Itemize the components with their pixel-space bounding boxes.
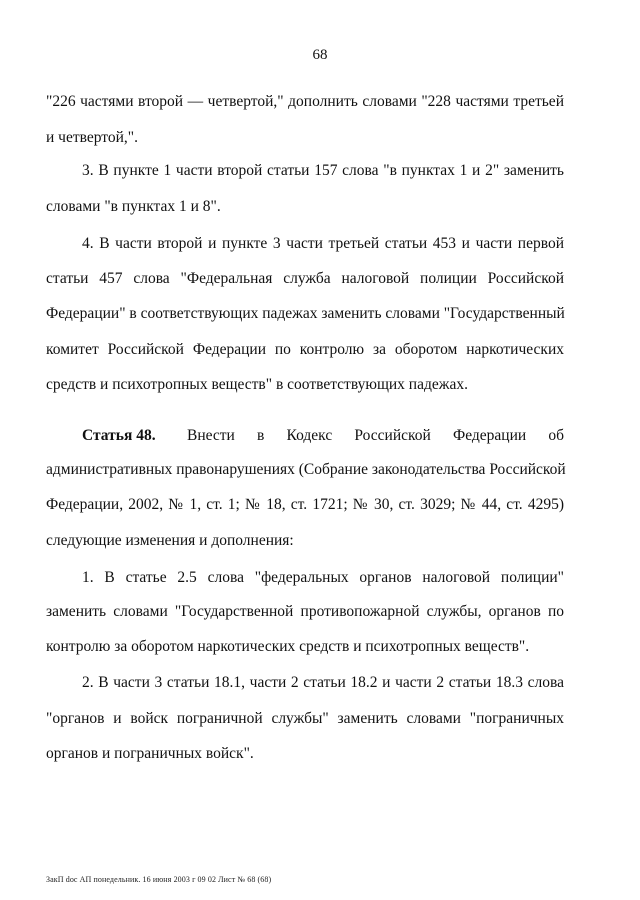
text-line: статьи 457 слова "Федеральная служба налоговой полиции Российской [46,270,564,287]
text-line: 4. В части второй и пункте 3 части третьей статьи 453 и части первой [82,235,564,252]
text-line: 2. В части 3 статьи 18.1, части 2 статьи 18.2 и части 2 статьи 18.3 слова [82,674,564,691]
text-line: Федерации, 2002, № 1, ст. 1; № 18, ст. 1721; № 30, ст. 3029; № 44, ст. 4295) [46,496,564,513]
text-line: органов и пограничных войск". [46,745,254,762]
text-line: "органов и войск пограничной службы" заменить словами "пограничных [46,710,564,727]
text-line: средств и психотропных веществ" в соответствующих падежах. [46,376,468,393]
text-line: "226 частями второй — четвертой," дополнить словами "228 частями третьей [46,93,564,110]
text-line: Федерации" в соответствующих падежах заменить словами "Государственный [46,305,565,322]
text-line: следующие изменения и дополнения: [46,532,294,549]
text-line: административных правонарушениях (Собрание законодательства Российской [46,461,566,478]
article-heading: Статья 48. [82,427,156,444]
text-line: контролю за оборотом наркотических средств и психотропных веществ". [46,638,530,655]
footer: ЗакП doc АП понедельник. 16 июня 2003 г 09 02 Лист № 68 (68) [46,875,272,884]
text-line: словами "в пунктах 1 и 8". [46,198,221,215]
page-number: 68 [312,47,328,63]
text-line: комитет Российской Федерации по контролю за оборотом наркотических [46,341,564,358]
text-line: 3. В пункте 1 части второй статьи 157 слова "в пунктах 1 и 2" заменить [82,162,564,179]
text-line: заменить словами "Государственной противопожарной службы, органов по [46,603,564,620]
text-line: 1. В статье 2.5 слова "федеральных органов налоговой полиции" [82,569,564,586]
text-line: Внести в Кодекс Российской Федерации об [187,427,564,444]
text-line: и четвертой,". [46,129,138,146]
